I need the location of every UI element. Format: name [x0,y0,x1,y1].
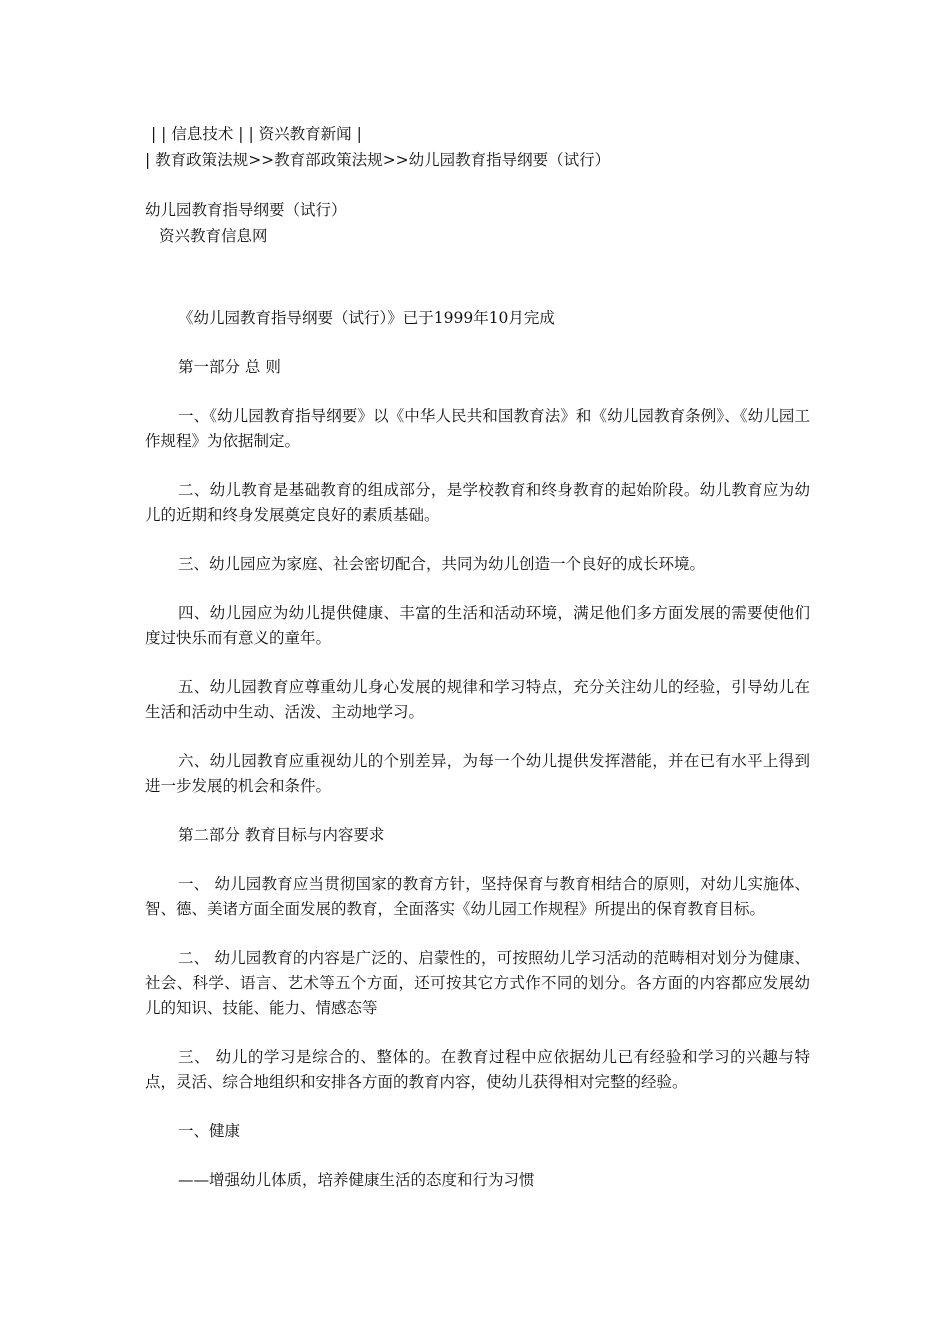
nav-separator: | [356,125,362,143]
article-source: 资兴教育信息网 [159,227,268,245]
paragraph: 二、幼儿教育是基础教育的组成部分，是学校教育和终身教育的起始阶段。幼儿教育应为幼儿的近期和终身发展奠定良好的素质基础。 [145,481,810,524]
nav-separator: | [248,125,254,143]
spacer [145,174,810,198]
nav-link-zixing-news[interactable]: 资兴教育新闻 [258,125,352,143]
spacer [145,294,810,306]
paragraph: 一、 幼儿园教育应当贯彻国家的教育方针，坚持保育与教育相结合的原则，对幼儿实施体、智、德、美诸方面全面发展的教育，全面落实《幼儿园工作规程》所提出的保育教育目标。 [145,875,810,918]
paragraph: 三、幼儿园应为家庭、社会密切配合，共同为幼儿创造一个良好的成长环境。 [178,555,706,573]
article-body [145,306,810,1193]
section-heading: 第二部分 教育目标与内容要求 [178,826,385,844]
nav-separator: | [238,125,244,143]
article-title: 幼儿园教育指导纲要（试行） [145,201,347,219]
paragraph: 六、幼儿园教育应重视幼儿的个别差异，为每一个幼儿提供发挥潜能，并在已有水平上得到进一步发展的机会和条件。 [145,752,810,795]
paragraph: 四、幼儿园应为幼儿提供健康、丰富的生活和活动环境，满足他们多方面发展的需要使他们度过快乐而有意义的童年。 [145,604,810,647]
breadcrumb-item-policy[interactable]: 教育政策法规 [155,151,249,169]
breadcrumb-arrow: >> [248,151,275,169]
paragraph: 一、《幼儿园教育指导纲要》以《中华人民共和国教育法》和《幼儿园教育条例》、《幼儿园工作规程》为依据制定。 [145,407,810,450]
breadcrumb-arrow: >> [382,151,409,169]
nav-separator: | [161,125,167,143]
paragraph: 五、幼儿园教育应尊重幼儿身心发展的规律和学习特点，充分关注幼儿的经验，引导幼儿在生活和活动中生动、活泼、主动地学习。 [145,678,810,721]
nav-separator: | [151,125,157,143]
breadcrumb [145,148,810,174]
breadcrumb-separator: | [145,151,151,169]
paragraph: 二、 幼儿园教育的内容是广泛的、启蒙性的，可按照幼儿学习活动的范畴相对划分为健康、社会、科学、语言、艺术等五个方面，还可按其它方式作不同的划分。各方面的内容都应发展幼儿的知识、技能、能力、情感态等 [145,949,810,1017]
breadcrumb-item-current: 幼儿园教育指导纲要（试行） [408,151,611,169]
document-page [145,122,810,1217]
subsection-heading: 一、健康 [178,1122,241,1140]
top-nav [145,122,810,148]
paragraph: 三、 幼儿的学习是综合的、整体的。在教育过程中应依据幼儿已有经验和学习的兴趣与特点，灵活、综合地组织和安排各方面的教育内容，使幼儿获得相对完整的经验。 [145,1048,810,1091]
nav-link-info-tech[interactable]: 信息技术 [171,125,234,143]
paragraph: ——增强幼儿体质，培养健康生活的态度和行为习惯 [178,1171,535,1189]
spacer [145,250,810,294]
section-heading: 第一部分 总 则 [178,358,281,376]
paragraph: 《幼儿园教育指导纲要（试行）》已于1999年10月完成 [178,309,555,327]
breadcrumb-item-ministry[interactable]: 教育部政策法规 [274,151,383,169]
